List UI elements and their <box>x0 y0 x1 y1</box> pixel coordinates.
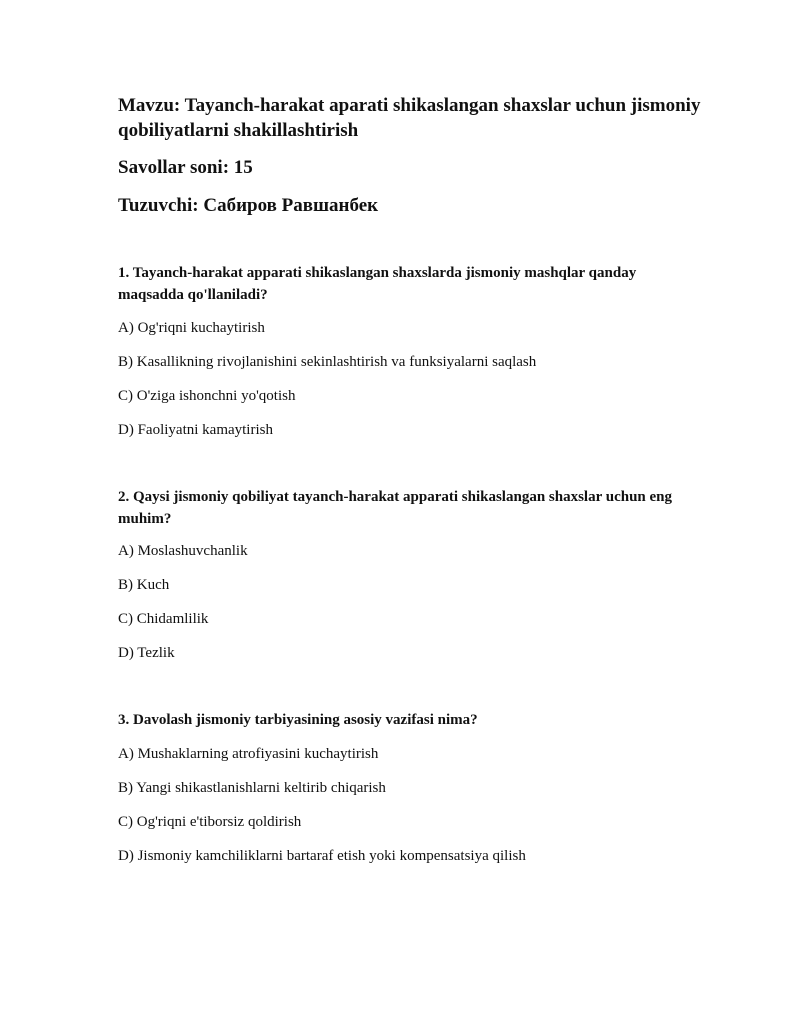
question-3-option-d: D) Jismoniy kamchiliklarni bartaraf etish yoki kompensatsiya qilish <box>118 848 526 864</box>
question-2-option-a: A) Moslashuvchanlik <box>118 543 248 559</box>
question-3-option-b: B) Yangi shikastlanishlarni keltirib chiqarish <box>118 780 386 796</box>
question-3-option-c: C) Og'riqni e'tiborsiz qoldirish <box>118 814 302 830</box>
question-1-option-b: B) Kasallikning rivojlanishini sekinlashtirish va funksiyalarni saqlash <box>118 354 537 370</box>
question-2-option-d: D) Tezlik <box>118 645 175 661</box>
question-3-text: 3. Davolash jismoniy tarbiyasining asosiy vazifasi nima? <box>118 712 478 728</box>
topic-title: Mavzu: Tayanch-harakat aparati shikaslangan shaxslar uchun jismoniy qobiliyatlarni shakillashtirish <box>118 95 701 141</box>
question-1-option-c: C) O'ziga ishonchni yo'qotish <box>118 388 296 404</box>
question-1-option-d: D) Faoliyatni kamaytirish <box>118 422 273 438</box>
question-1-text: 1. Tayanch-harakat apparati shikaslangan shaxslarda jismoniy mashqlar qanday maqsadda qo'llaniladi? <box>118 265 637 303</box>
question-1-option-a: A) Og'riqni kuchaytirish <box>118 320 265 336</box>
question-2-option-b: B) Kuch <box>118 577 170 593</box>
question-2-text: 2. Qaysi jismoniy qobiliyat tayanch-harakat apparati shikaslangan shaxslar uchun eng muhim? <box>118 489 673 527</box>
question-3-option-a: A) Mushaklarning atrofiyasini kuchaytirish <box>118 746 379 762</box>
author-line: Tuzuvchi: Сабиров Равшанбек <box>118 195 379 216</box>
question-2-option-c: C) Chidamlilik <box>118 611 209 627</box>
question-count: Savollar soni: 15 <box>118 157 253 178</box>
